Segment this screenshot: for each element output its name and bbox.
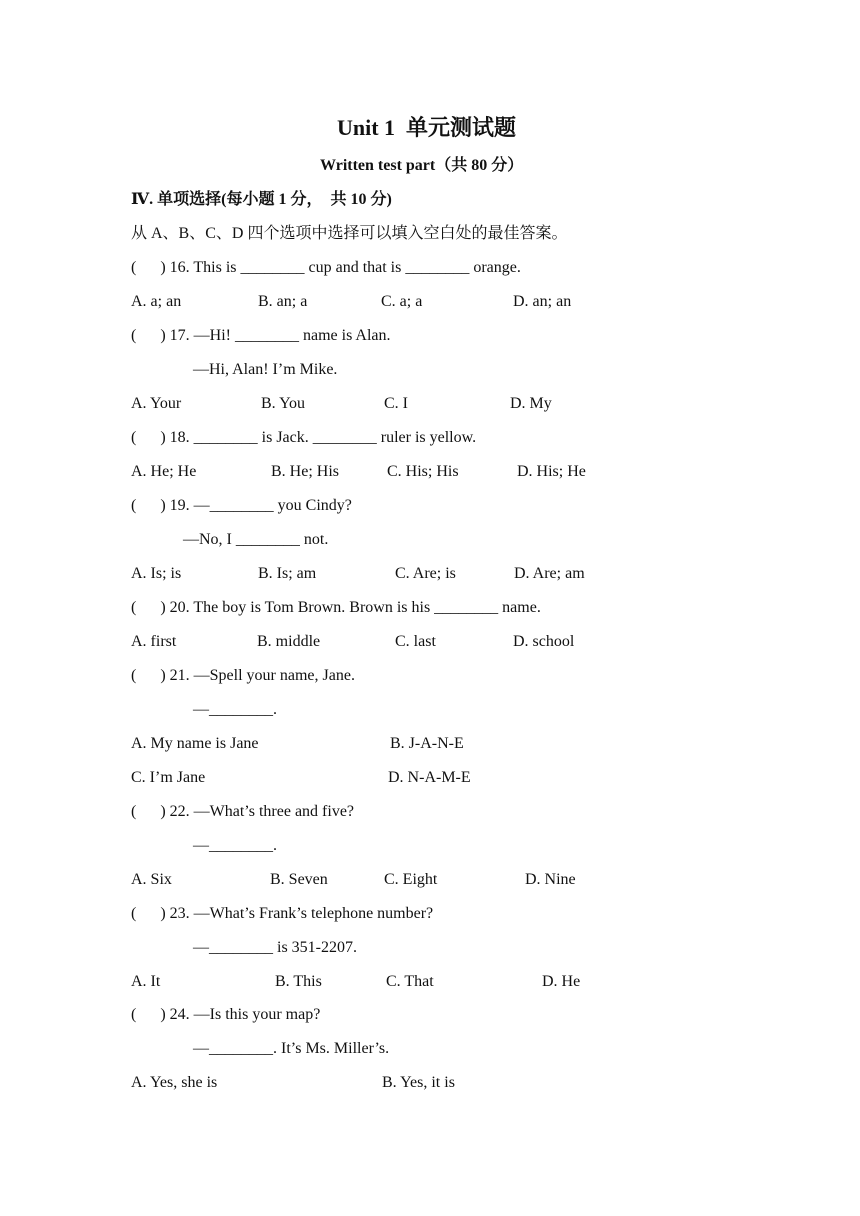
question-18-option-b: B. He; His bbox=[271, 463, 339, 480]
section-heading: Ⅳ. 单项选择(每小题 1 分， 共 10 分) bbox=[131, 191, 392, 208]
question-23-option-b: B. This bbox=[275, 973, 322, 990]
question-21-stem: ( ) 21. —Spell your name, Jane. bbox=[131, 667, 355, 684]
question-22-option-a: A. Six bbox=[131, 871, 172, 888]
question-19-option-b: B. Is; am bbox=[258, 565, 317, 582]
question-19-option-d: D. Are; am bbox=[514, 565, 585, 582]
question-16-option-c: C. a; a bbox=[381, 293, 423, 310]
question-22-option-b: B. Seven bbox=[270, 871, 328, 888]
question-18-option-a: A. He; He bbox=[131, 463, 197, 480]
question-18-option-d: D. His; He bbox=[517, 463, 586, 480]
question-23-option-d: D. He bbox=[542, 973, 581, 990]
question-17-option-d: D. My bbox=[510, 395, 552, 412]
question-19-option-c: C. Are; is bbox=[395, 565, 456, 582]
page-subtitle: Written test part（共 80 分） bbox=[320, 157, 524, 174]
question-24-option-a: A. Yes, she is bbox=[131, 1074, 218, 1091]
question-18-stem: ( ) 18. ________ is Jack. ________ ruler is yellow. bbox=[131, 429, 477, 446]
question-20-option-c: C. last bbox=[395, 633, 436, 650]
question-23-option-a: A. It bbox=[131, 973, 161, 990]
question-23-stem: ( ) 23. —What’s Frank’s telephone number? bbox=[131, 905, 434, 922]
question-17-reply: —Hi, Alan! I’m Mike. bbox=[193, 361, 338, 378]
question-22-reply: —________. bbox=[193, 837, 277, 854]
question-17-stem: ( ) 17. —Hi! ________ name is Alan. bbox=[131, 327, 391, 344]
page-title: Unit 1 单元测试题 bbox=[337, 115, 517, 140]
section-instruction: 从 A、B、C、D 四个选项中选择可以填入空白处的最佳答案。 bbox=[131, 225, 568, 242]
question-24-stem: ( ) 24. —Is this your map? bbox=[131, 1006, 321, 1023]
question-16-stem: ( ) 16. This is ________ cup and that is ________ orange. bbox=[131, 259, 521, 276]
question-18-option-c: C. His; His bbox=[387, 463, 459, 480]
question-19-stem: ( ) 19. —________ you Cindy? bbox=[131, 497, 352, 514]
question-19-reply: —No, I ________ not. bbox=[183, 531, 329, 548]
question-20-option-d: D. school bbox=[513, 633, 575, 650]
question-22-option-d: D. Nine bbox=[525, 871, 576, 888]
question-21-option-b: B. J-A-N-E bbox=[390, 735, 464, 752]
question-16-option-b: B. an; a bbox=[258, 293, 308, 310]
question-22-stem: ( ) 22. —What’s three and five? bbox=[131, 803, 355, 820]
question-20-option-b: B. middle bbox=[257, 633, 321, 650]
question-21-reply: —________. bbox=[193, 701, 277, 718]
question-20-option-a: A. first bbox=[131, 633, 177, 650]
question-17-option-c: C. I bbox=[384, 395, 408, 412]
question-23-reply: —________ is 351-2207. bbox=[193, 939, 357, 956]
question-19-option-a: A. Is; is bbox=[131, 565, 182, 582]
question-22-option-c: C. Eight bbox=[384, 871, 438, 888]
question-24-option-b: B. Yes, it is bbox=[382, 1074, 455, 1091]
question-20-stem: ( ) 20. The boy is Tom Brown. Brown is his ________ name. bbox=[131, 599, 541, 616]
question-17-option-b: B. You bbox=[261, 395, 306, 412]
question-16-option-d: D. an; an bbox=[513, 293, 572, 310]
question-24-reply: —________. It’s Ms. Miller’s. bbox=[193, 1040, 390, 1057]
question-23-option-c: C. That bbox=[386, 973, 434, 990]
question-21-option-d: D. N-A-M-E bbox=[388, 769, 471, 786]
question-21-option-c: C. I’m Jane bbox=[131, 769, 206, 786]
question-21-option-a: A. My name is Jane bbox=[131, 735, 259, 752]
question-17-option-a: A. Your bbox=[131, 395, 182, 412]
question-16-option-a: A. a; an bbox=[131, 293, 182, 310]
